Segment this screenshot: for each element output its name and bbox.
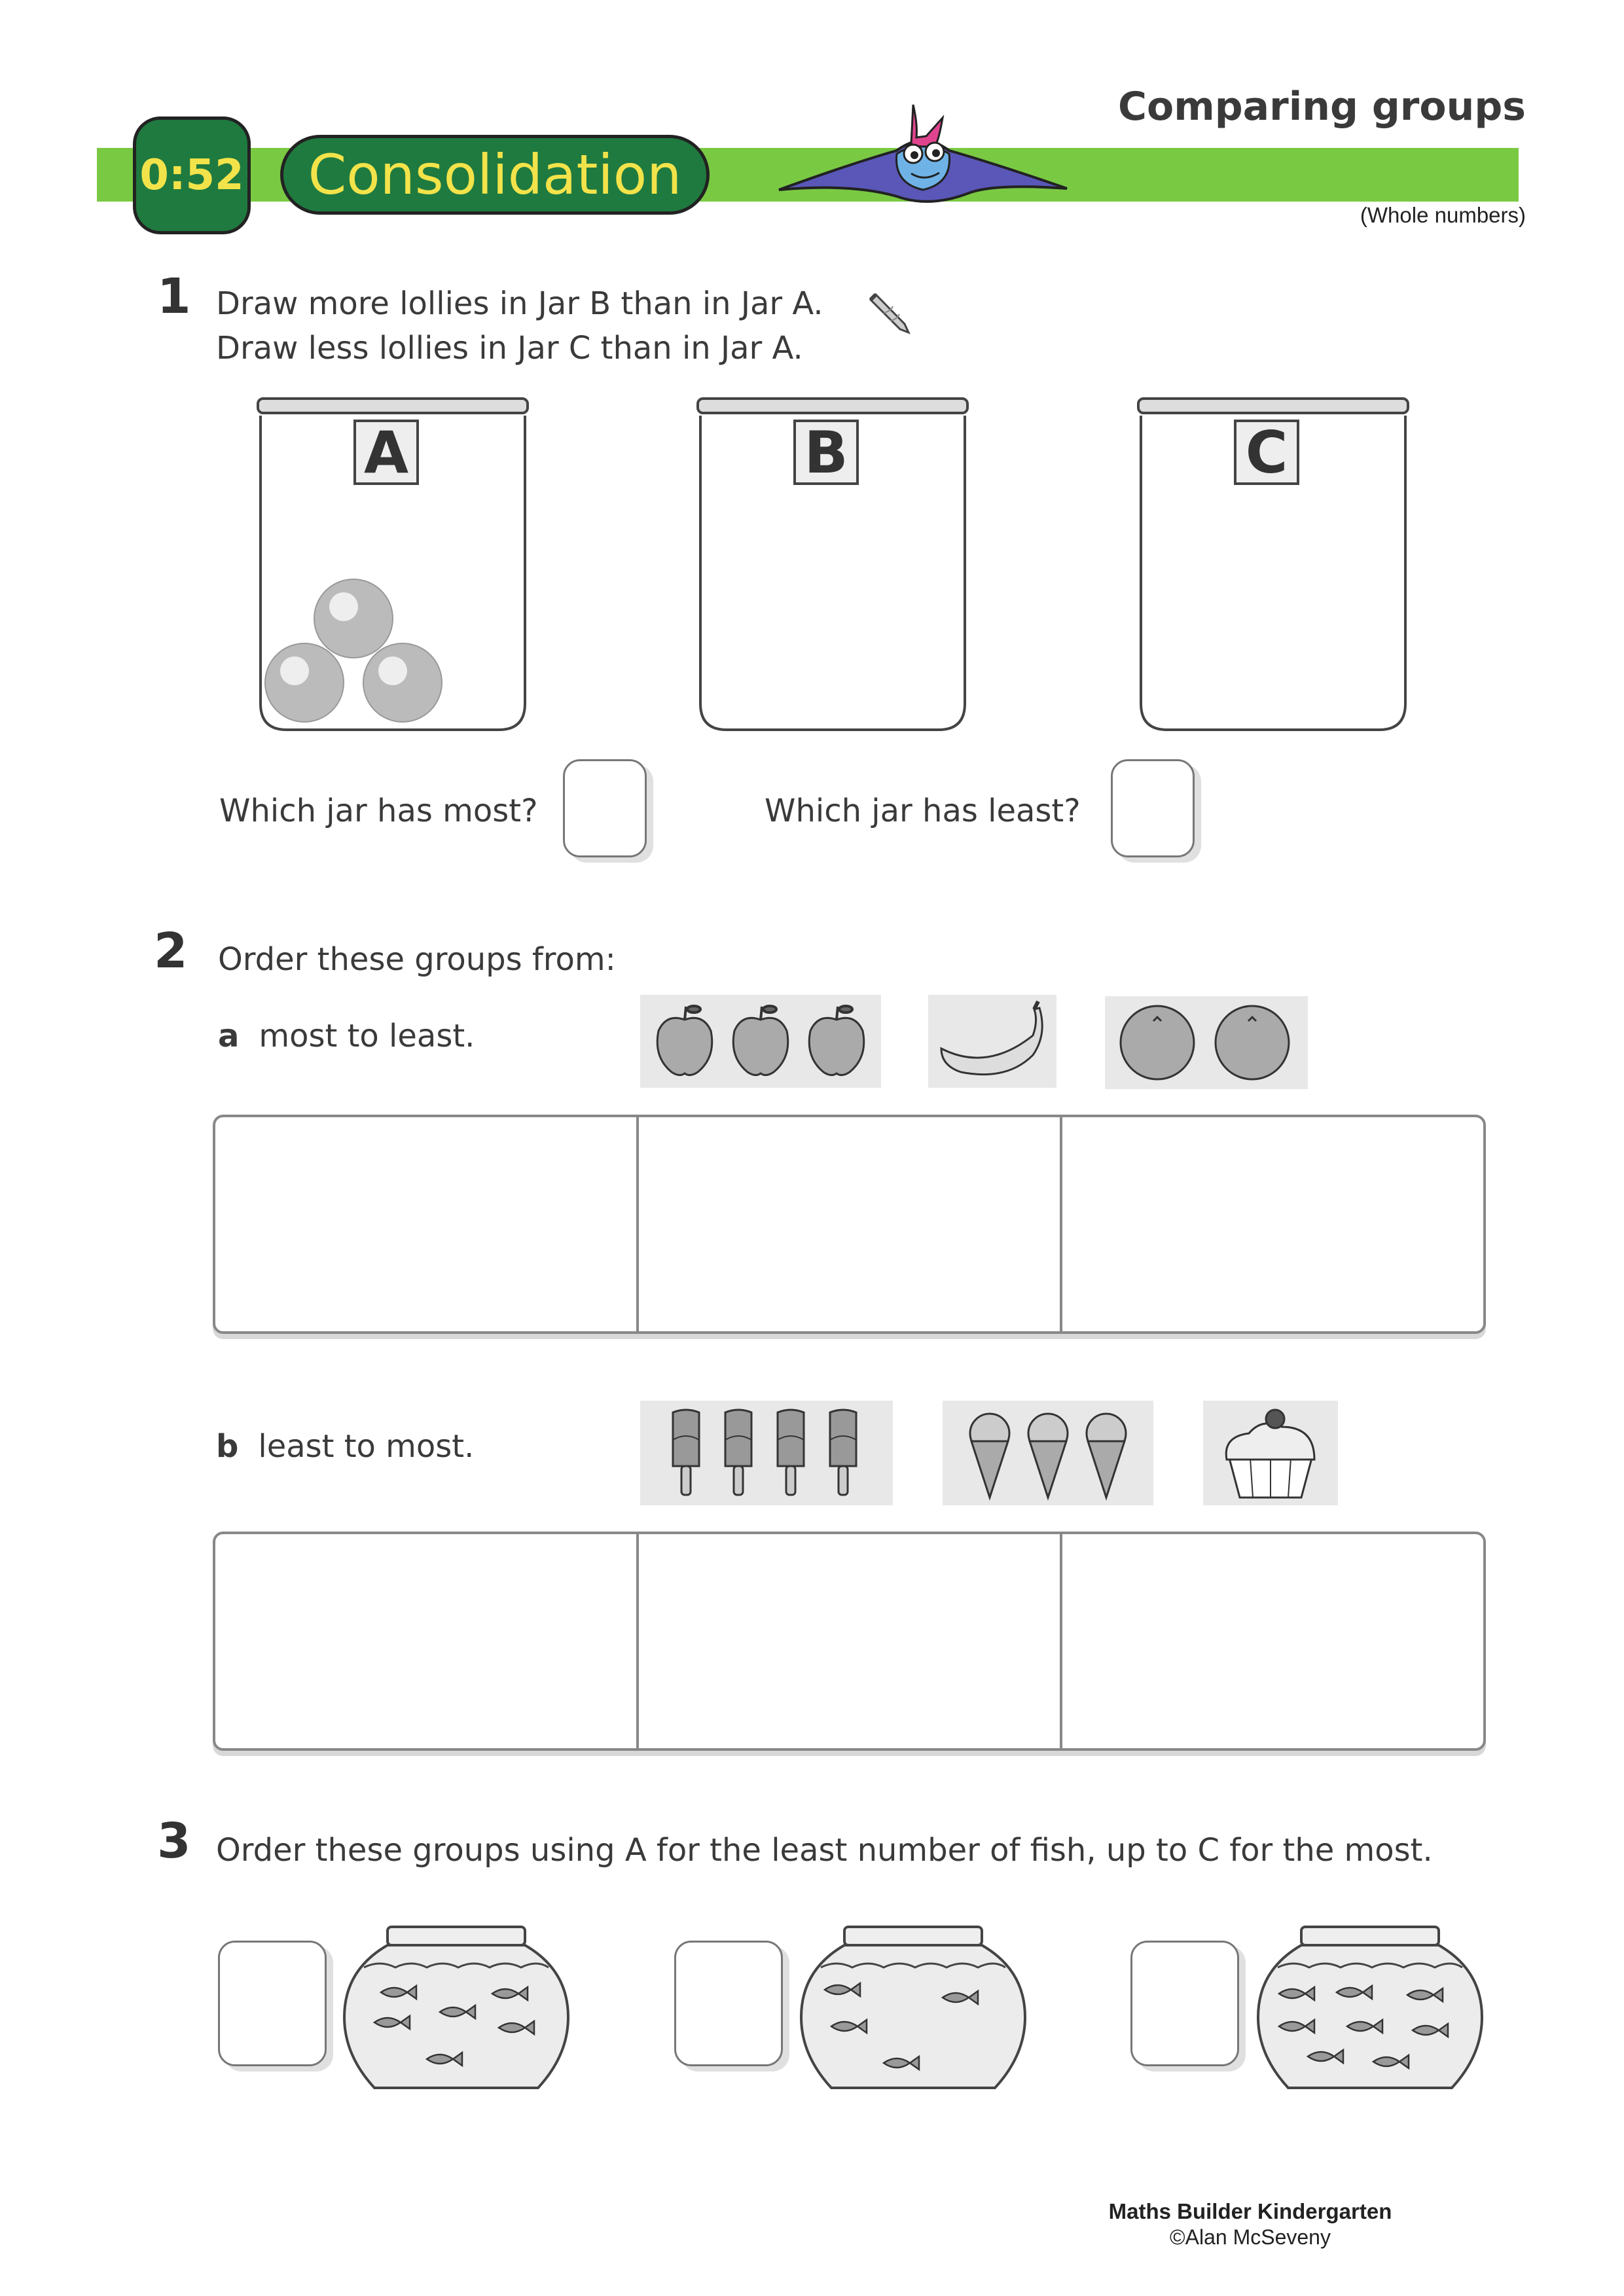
section-title: Consolidation xyxy=(280,135,710,215)
stingray-mascot-icon xyxy=(772,92,1074,209)
least-question: Which jar has least? xyxy=(765,793,1081,829)
order-cell-2a-1[interactable] xyxy=(215,1117,639,1331)
fish-bowl-icon xyxy=(799,1924,1028,2092)
orange-group[interactable] xyxy=(1105,996,1308,1089)
most-answer-box[interactable] xyxy=(563,759,647,857)
cupcake-group[interactable] xyxy=(1203,1401,1338,1505)
cupcake-icon xyxy=(1203,1401,1338,1505)
fish-bowl-2 xyxy=(799,1924,1028,2094)
fish-bowl-3-answer-box[interactable] xyxy=(1130,1941,1239,2066)
order-cell-2b-3[interactable] xyxy=(1062,1534,1483,1748)
ice-block-icon xyxy=(640,1401,893,1505)
orange-icon xyxy=(1105,996,1308,1089)
order-cell-2b-1[interactable] xyxy=(215,1534,639,1748)
jar-a-label: A xyxy=(353,420,419,485)
page-subtopic: (Whole numbers) xyxy=(1360,203,1526,227)
apple-group[interactable] xyxy=(640,995,881,1088)
fish-bowl-2-answer-box[interactable] xyxy=(674,1941,783,2066)
order-grid-2a xyxy=(213,1115,1486,1334)
question-2a-letter: a xyxy=(218,1018,240,1054)
question-3-text: Order these groups using A for the least number of fish, up to C for the most. xyxy=(216,1832,1433,1869)
order-grid-2b xyxy=(213,1532,1486,1751)
pencil-icon xyxy=(864,287,915,338)
order-cell-2a-3[interactable] xyxy=(1062,1117,1483,1331)
jar-c[interactable] xyxy=(1136,396,1411,736)
question-1-line-2: Draw less lollies in Jar C than in Jar A. xyxy=(216,330,803,367)
banana-group[interactable] xyxy=(928,995,1056,1088)
question-1-line-1: Draw more lollies in Jar B than in Jar A. xyxy=(216,285,823,322)
jar-a[interactable] xyxy=(255,396,530,736)
order-cell-2a-2[interactable] xyxy=(639,1117,1062,1331)
jar-b[interactable] xyxy=(695,396,970,736)
footer-copyright: ©Alan McSeveny xyxy=(1170,2225,1331,2249)
question-2b-letter: b xyxy=(216,1428,239,1465)
page-topic: Comparing groups xyxy=(1117,84,1526,130)
question-2b-text: least to most. xyxy=(258,1428,475,1465)
banana-icon xyxy=(928,995,1056,1088)
fish-bowl-1 xyxy=(342,1924,571,2094)
fish-bowl-icon xyxy=(342,1924,571,2092)
fish-bowl-icon xyxy=(1255,1924,1485,2092)
fish-bowl-1-answer-box[interactable] xyxy=(218,1941,327,2066)
least-answer-box[interactable] xyxy=(1111,759,1195,857)
question-2b-label xyxy=(216,1428,474,1465)
question-2-number: 2 xyxy=(154,923,188,979)
jar-b-label: B xyxy=(793,420,859,485)
apple-icon xyxy=(640,995,881,1088)
timer-badge: 0:52 xyxy=(133,117,251,234)
footer-title: Maths Builder Kindergarten xyxy=(1108,2199,1392,2223)
most-question: Which jar has most? xyxy=(219,793,538,829)
question-2-intro: Order these groups from: xyxy=(218,941,616,978)
jar-c-label: C xyxy=(1234,420,1299,485)
ice-cream-group[interactable] xyxy=(943,1401,1153,1505)
ice-block-group[interactable] xyxy=(640,1401,893,1505)
fish-bowl-3 xyxy=(1255,1924,1485,2094)
question-2a-text: most to least. xyxy=(259,1018,475,1054)
question-2a-label xyxy=(218,1018,475,1054)
ice-cream-cone-icon xyxy=(943,1401,1153,1505)
question-3-number: 3 xyxy=(157,1813,191,1869)
order-cell-2b-2[interactable] xyxy=(639,1534,1062,1748)
question-1-number: 1 xyxy=(157,268,191,325)
